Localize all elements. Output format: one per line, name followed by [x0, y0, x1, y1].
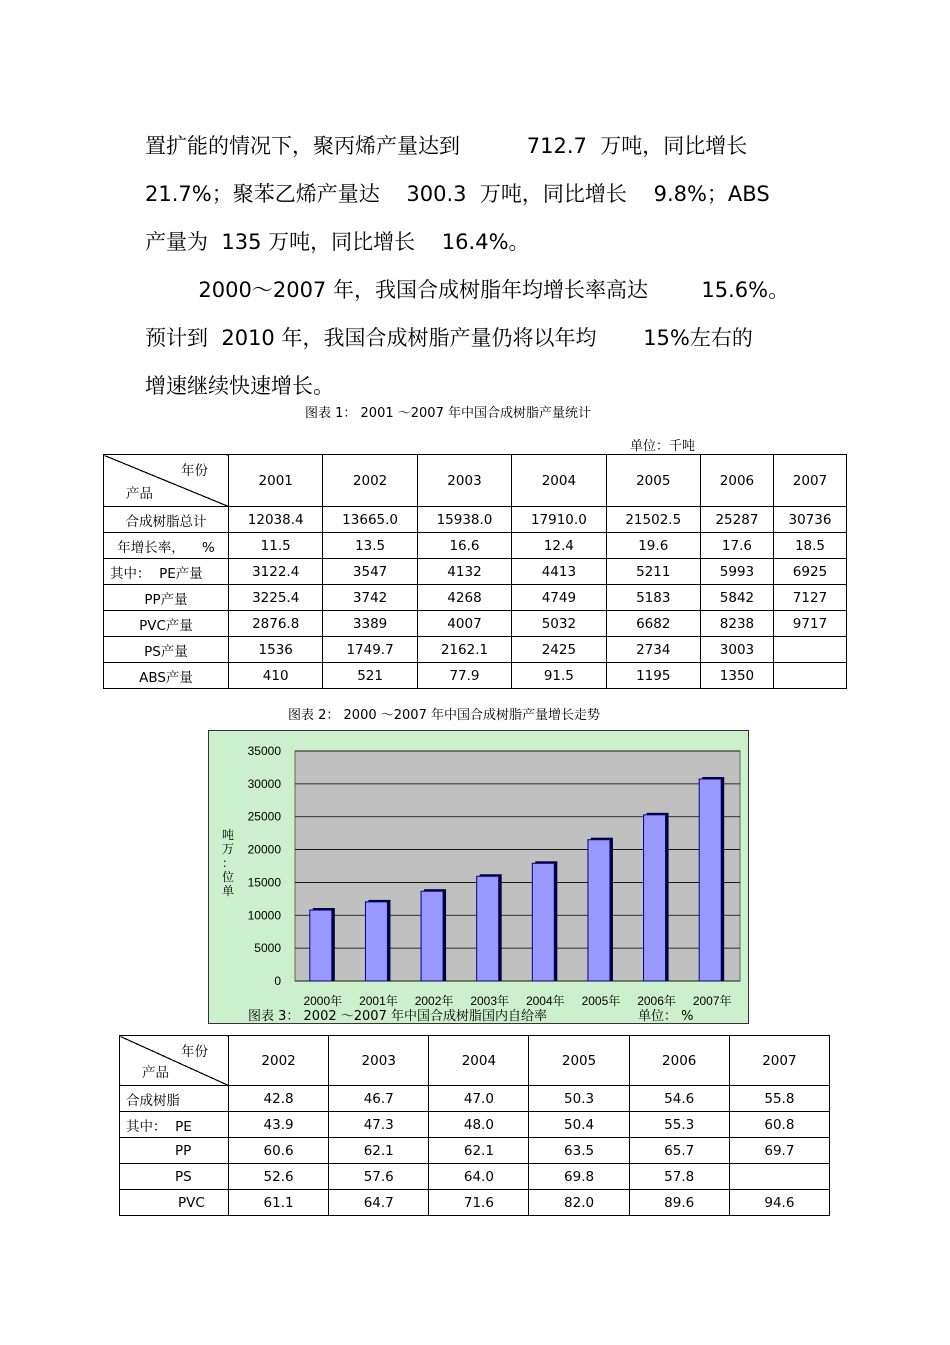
table-cell: 60.6 [229, 1138, 329, 1164]
table-cell [773, 637, 846, 663]
table-cell: 7127 [773, 585, 846, 611]
table-cell: 55.8 [729, 1086, 829, 1112]
year-header-cell: 2002 [229, 1036, 329, 1086]
body-paragraph [145, 122, 835, 410]
table-row [120, 1138, 830, 1164]
table-cell: 5842 [700, 585, 773, 611]
table-row [104, 559, 847, 585]
table-cell: 17910.0 [512, 507, 606, 533]
y-tick-label: 5000 [254, 941, 281, 956]
table-cell: 2162.1 [417, 637, 511, 663]
table-cell: 63.5 [529, 1138, 629, 1164]
table-cell: 16.6 [417, 533, 511, 559]
table-cell: 62.1 [429, 1138, 529, 1164]
x-tick-label: 2006年 [637, 994, 676, 1008]
table-cell: 5032 [512, 611, 606, 637]
table-cell: 65.7 [629, 1138, 729, 1164]
table-cell: 13665.0 [323, 507, 417, 533]
table-cell: 94.6 [729, 1190, 829, 1216]
table-cell: 1350 [700, 663, 773, 689]
table-cell: 4132 [417, 559, 511, 585]
table-header-corner [104, 455, 229, 507]
table-cell: 4268 [417, 585, 511, 611]
header-year-label: 年份 [181, 463, 208, 479]
x-tick-label: 2001年 [359, 994, 398, 1008]
text-line: 2000～2007 年，我国合成树脂年均增长率高达 15.6%。 [145, 278, 790, 302]
row-label: PP产量 [104, 585, 229, 611]
table-cell: 50.4 [529, 1112, 629, 1138]
table1-caption: 图表 1： 2001 ～2007 年中国合成树脂产量统计 [305, 406, 591, 421]
table-cell: 25287 [700, 507, 773, 533]
table-row [104, 585, 847, 611]
table-cell: 410 [229, 663, 323, 689]
y-tick-label: 25000 [247, 809, 281, 824]
table-header-corner [120, 1036, 229, 1086]
table-cell: 4749 [512, 585, 606, 611]
bar [365, 902, 387, 981]
row-label: PVC [120, 1190, 229, 1216]
table-cell: 5993 [700, 559, 773, 585]
year-header-cell: 2003 [329, 1036, 429, 1086]
table-cell: 15938.0 [417, 507, 511, 533]
table-row [120, 1086, 830, 1112]
bar [310, 910, 332, 981]
x-tick-label: 2000年 [303, 994, 343, 1008]
table-cell: 19.6 [606, 533, 700, 559]
table-cell: 5211 [606, 559, 700, 585]
table-cell: 57.8 [629, 1164, 729, 1190]
header-year-label: 年份 [181, 1044, 208, 1060]
table-cell: 521 [323, 663, 417, 689]
table-cell: 48.0 [429, 1112, 529, 1138]
row-label: PS产量 [104, 637, 229, 663]
table-cell: 3547 [323, 559, 417, 585]
y-tick-label: 20000 [247, 842, 281, 857]
self-sufficiency-table [119, 1035, 830, 1216]
year-header-cell: 2001 [229, 455, 323, 507]
plot-area [295, 751, 740, 981]
table-cell: 3225.4 [229, 585, 323, 611]
table1-unit: 单位：千吨 [630, 439, 696, 454]
table-cell: 57.6 [329, 1164, 429, 1190]
table-cell: 46.7 [329, 1086, 429, 1112]
row-label: 合成树脂总计 [104, 507, 229, 533]
bar-chart [208, 730, 749, 1024]
row-label: PVC产量 [104, 611, 229, 637]
table-cell: 3742 [323, 585, 417, 611]
table-cell: 69.7 [729, 1138, 829, 1164]
table-cell: 4007 [417, 611, 511, 637]
table3-unit: 单位： % [638, 1009, 694, 1024]
bar [532, 863, 554, 981]
table-cell: 42.8 [229, 1086, 329, 1112]
text-line: 21.7%；聚苯乙烯产量达 300.3 万吨，同比增长 9.8%；ABS [145, 182, 770, 206]
table-cell: 9717 [773, 611, 846, 637]
text-line: 预计到 2010 年，我国合成树脂产量仍将以年均 15%左右的 [145, 326, 753, 350]
text-line: 产量为 135 万吨，同比增长 16.4%。 [145, 230, 530, 254]
bar-chart-svg [209, 731, 750, 1025]
x-tick-label: 2002年 [414, 994, 454, 1008]
table-cell: 71.6 [429, 1190, 529, 1216]
table-cell: 1536 [229, 637, 323, 663]
year-header-cell: 2005 [606, 455, 700, 507]
text-line: 增速继续快速增长。 [145, 374, 334, 398]
row-label: 其中： PE产量 [104, 559, 229, 585]
production-table [103, 454, 847, 689]
year-header-cell: 2006 [700, 455, 773, 507]
row-label: 其中： PE [120, 1112, 229, 1138]
table-cell: 47.0 [429, 1086, 529, 1112]
table-cell: 77.9 [417, 663, 511, 689]
table-cell: 82.0 [529, 1190, 629, 1216]
table-cell: 13.5 [323, 533, 417, 559]
x-tick-label: 2003年 [470, 994, 510, 1008]
bar [477, 876, 499, 981]
row-label: PS [120, 1164, 229, 1190]
text-line: 置扩能的情况下，聚丙烯产量达到 712.7 万吨，同比增长 [145, 134, 748, 158]
table-cell: 8238 [700, 611, 773, 637]
x-tick-label: 2007年 [692, 994, 732, 1008]
table-cell: 3389 [323, 611, 417, 637]
x-tick-label: 2004年 [525, 994, 565, 1008]
table-cell: 12038.4 [229, 507, 323, 533]
bar [588, 840, 610, 981]
table-cell: 55.3 [629, 1112, 729, 1138]
table-cell: 2876.8 [229, 611, 323, 637]
chart-y-axis-label: 吨 万 ： 位 单 [221, 828, 234, 898]
y-tick-label: 0 [274, 974, 281, 988]
table-row [120, 1112, 830, 1138]
table-cell: 3122.4 [229, 559, 323, 585]
table-cell: 11.5 [229, 533, 323, 559]
table-row [104, 533, 847, 559]
table-row [120, 1164, 830, 1190]
table-cell: 89.6 [629, 1190, 729, 1216]
table-cell: 69.8 [529, 1164, 629, 1190]
year-header-cell: 2006 [629, 1036, 729, 1086]
row-label: 年增长率， % [104, 533, 229, 559]
table-cell: 91.5 [512, 663, 606, 689]
table-cell: 6682 [606, 611, 700, 637]
table-cell: 6925 [773, 559, 846, 585]
year-header-cell: 2007 [773, 455, 846, 507]
table-cell: 52.6 [229, 1164, 329, 1190]
table-row [104, 507, 847, 533]
table-cell: 4413 [512, 559, 606, 585]
year-header-cell: 2003 [417, 455, 511, 507]
row-label: ABS产量 [104, 663, 229, 689]
table-row [104, 611, 847, 637]
table-cell: 2734 [606, 637, 700, 663]
year-header-cell: 2004 [429, 1036, 529, 1086]
table-cell: 3003 [700, 637, 773, 663]
table-cell: 50.3 [529, 1086, 629, 1112]
year-header-cell: 2005 [529, 1036, 629, 1086]
y-tick-label: 30000 [247, 776, 281, 791]
y-tick-label: 35000 [247, 744, 281, 758]
table-cell: 54.6 [629, 1086, 729, 1112]
table-cell: 1195 [606, 663, 700, 689]
table-cell [773, 663, 846, 689]
y-tick-label: 10000 [247, 908, 281, 923]
table3-caption: 图表 3： 2002 ～2007 年中国合成树脂国内自给率 [248, 1009, 547, 1024]
bar [699, 779, 721, 981]
table-row [104, 663, 847, 689]
header-product-label: 产品 [126, 486, 153, 502]
year-header-cell: 2004 [512, 455, 606, 507]
table-cell: 2425 [512, 637, 606, 663]
table-cell: 5183 [606, 585, 700, 611]
y-tick-label: 15000 [247, 875, 281, 890]
table-cell: 64.7 [329, 1190, 429, 1216]
table-cell: 62.1 [329, 1138, 429, 1164]
year-header-cell: 2007 [729, 1036, 829, 1086]
row-label: 合成树脂 [120, 1086, 229, 1112]
table-cell: 30736 [773, 507, 846, 533]
chart2-caption: 图表 2： 2000 ～2007 年中国合成树脂产量增长走势 [288, 708, 600, 723]
table-cell: 21502.5 [606, 507, 700, 533]
row-label: PP [120, 1138, 229, 1164]
table-cell: 61.1 [229, 1190, 329, 1216]
table-cell: 60.8 [729, 1112, 829, 1138]
table-cell: 47.3 [329, 1112, 429, 1138]
table-cell: 17.6 [700, 533, 773, 559]
table-cell: 64.0 [429, 1164, 529, 1190]
bar [644, 815, 666, 981]
table-row [120, 1190, 830, 1216]
bar [421, 891, 443, 981]
x-tick-label: 2005年 [581, 994, 621, 1008]
table-cell [729, 1164, 829, 1190]
table-cell: 1749.7 [323, 637, 417, 663]
table-cell: 43.9 [229, 1112, 329, 1138]
table-row [104, 637, 847, 663]
table-cell: 18.5 [773, 533, 846, 559]
year-header-cell: 2002 [323, 455, 417, 507]
table-cell: 12.4 [512, 533, 606, 559]
header-product-label: 产品 [142, 1065, 169, 1081]
